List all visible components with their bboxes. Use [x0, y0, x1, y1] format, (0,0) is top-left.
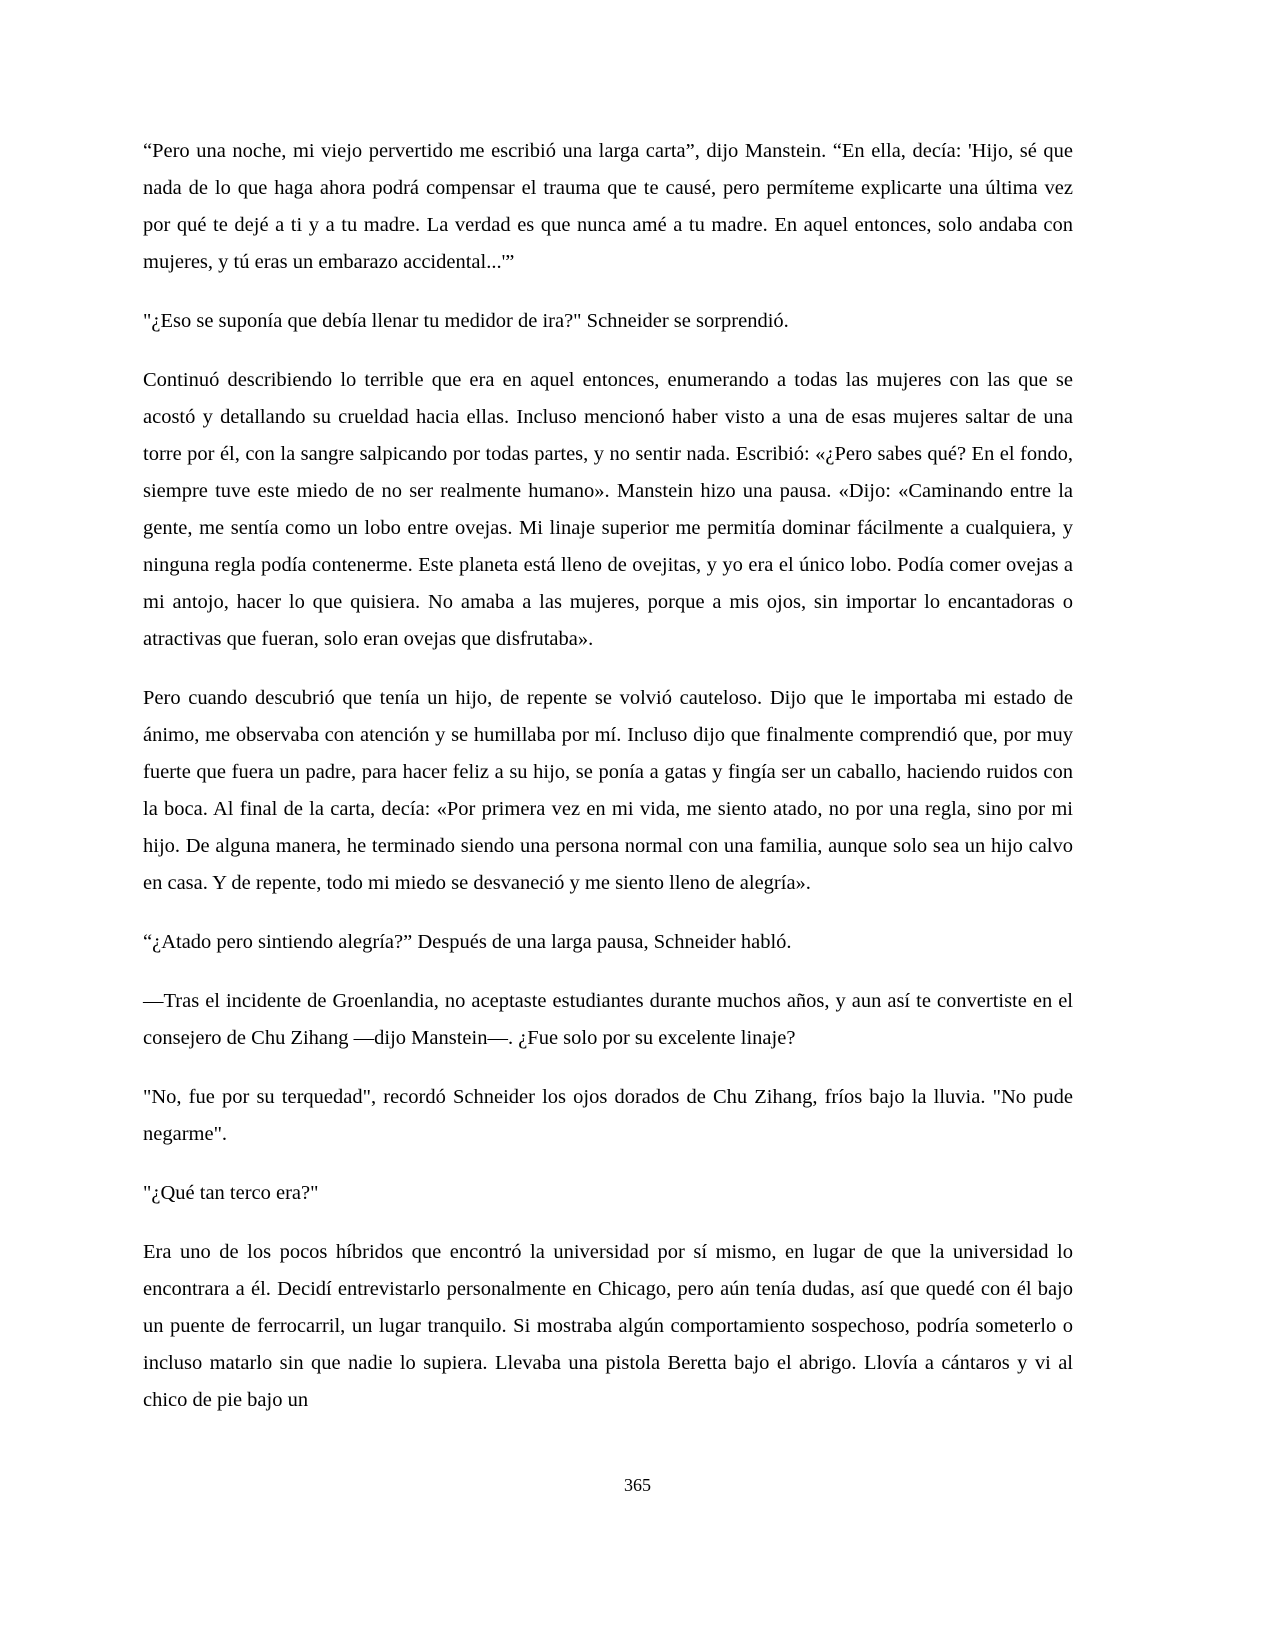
paragraph: "¿Eso se suponía que debía llenar tu medidor de ira?" Schneider se sorprendió. — [143, 310, 789, 332]
page-body — [143, 133, 1073, 1419]
page-number: 365 — [624, 1475, 651, 1495]
paragraph: —Tras el incidente de Groenlandia, no aceptaste estudiantes durante muchos años, y aun así te convertiste en el consejero de Chu Zihang —dijo Manstein—. ¿Fue solo por su excelente linaje? — [143, 990, 1073, 1049]
paragraph: Pero cuando descubrió que tenía un hijo, de repente se volvió cauteloso. Dijo que le importaba mi estado de ánimo, me observaba con atención y se humillaba por mí. Incluso dijo que finalmente comprendió que, por muy fuerte que fuera un padre, para hacer feliz a su hijo, se ponía a gatas y fingía ser un caballo, haciendo ruidos con la boca. Al final de la carta, decía: «Por primera vez en mi vida, me siento atado, no por una regla, sino por mi hijo. De alguna manera, he terminado siendo una persona normal con una familia, aunque solo sea un hijo calvo en casa. Y de repente, todo mi miedo se desvaneció y me siento lleno de alegría». — [143, 687, 1073, 894]
paragraph: Era uno de los pocos híbridos que encontró la universidad por sí mismo, en lugar de que la universidad lo encontrara a él. Decidí entrevistarlo personalmente en Chicago, pero aún tenía dudas, así que quedé con él bajo un puente de ferrocarril, un lugar tranquilo. Si mostraba algún comportamiento sospechoso, podría someterlo o incluso matarlo sin que nadie lo supiera. Llevaba una pistola Beretta bajo el abrigo. Llovía a cántaros y vi al chico de pie bajo un — [143, 1241, 1073, 1411]
paragraph: Continuó describiendo lo terrible que era en aquel entonces, enumerando a todas las mujeres con las que se acostó y detallando su crueldad hacia ellas. Incluso mencionó haber visto a una de esas mujeres saltar de una torre por él, con la sangre salpicando por todas partes, y no sentir nada. Escribió: «¿Pero sabes qué? En el fondo, siempre tuve este miedo de no ser realmente humano». Manstein hizo una pausa. «Dijo: «Caminando entre la gente, me sentía como un lobo entre ovejas. Mi linaje superior me permitía dominar fácilmente a cualquiera, y ninguna regla podía contenerme. Este planeta está lleno de ovejitas, y yo era el único lobo. Podía comer ovejas a mi antojo, hacer lo que quisiera. No amaba a las mujeres, porque a mis ojos, sin importar lo encantadoras o atractivas que fueran, solo eran ovejas que disfrutaba». — [143, 369, 1073, 650]
paragraph: “¿Atado pero sintiendo alegría?” Después de una larga pausa, Schneider habló. — [143, 931, 792, 953]
paragraph: "¿Qué tan terco era?" — [143, 1182, 319, 1204]
paragraph: "No, fue por su terquedad", recordó Schneider los ojos dorados de Chu Zihang, fríos bajo la lluvia. "No pude negarme". — [143, 1086, 1073, 1145]
paragraph: “Pero una noche, mi viejo pervertido me escribió una larga carta”, dijo Manstein. “En ella, decía: 'Hijo, sé que nada de lo que haga ahora podrá compensar el trauma que te causé, pero permíteme explicarte una última vez por qué te dejé a ti y a tu madre. La verdad es que nunca amé a tu madre. En aquel entonces, solo andaba con mujeres, y tú eras un embarazo accidental...'” — [143, 140, 1073, 273]
